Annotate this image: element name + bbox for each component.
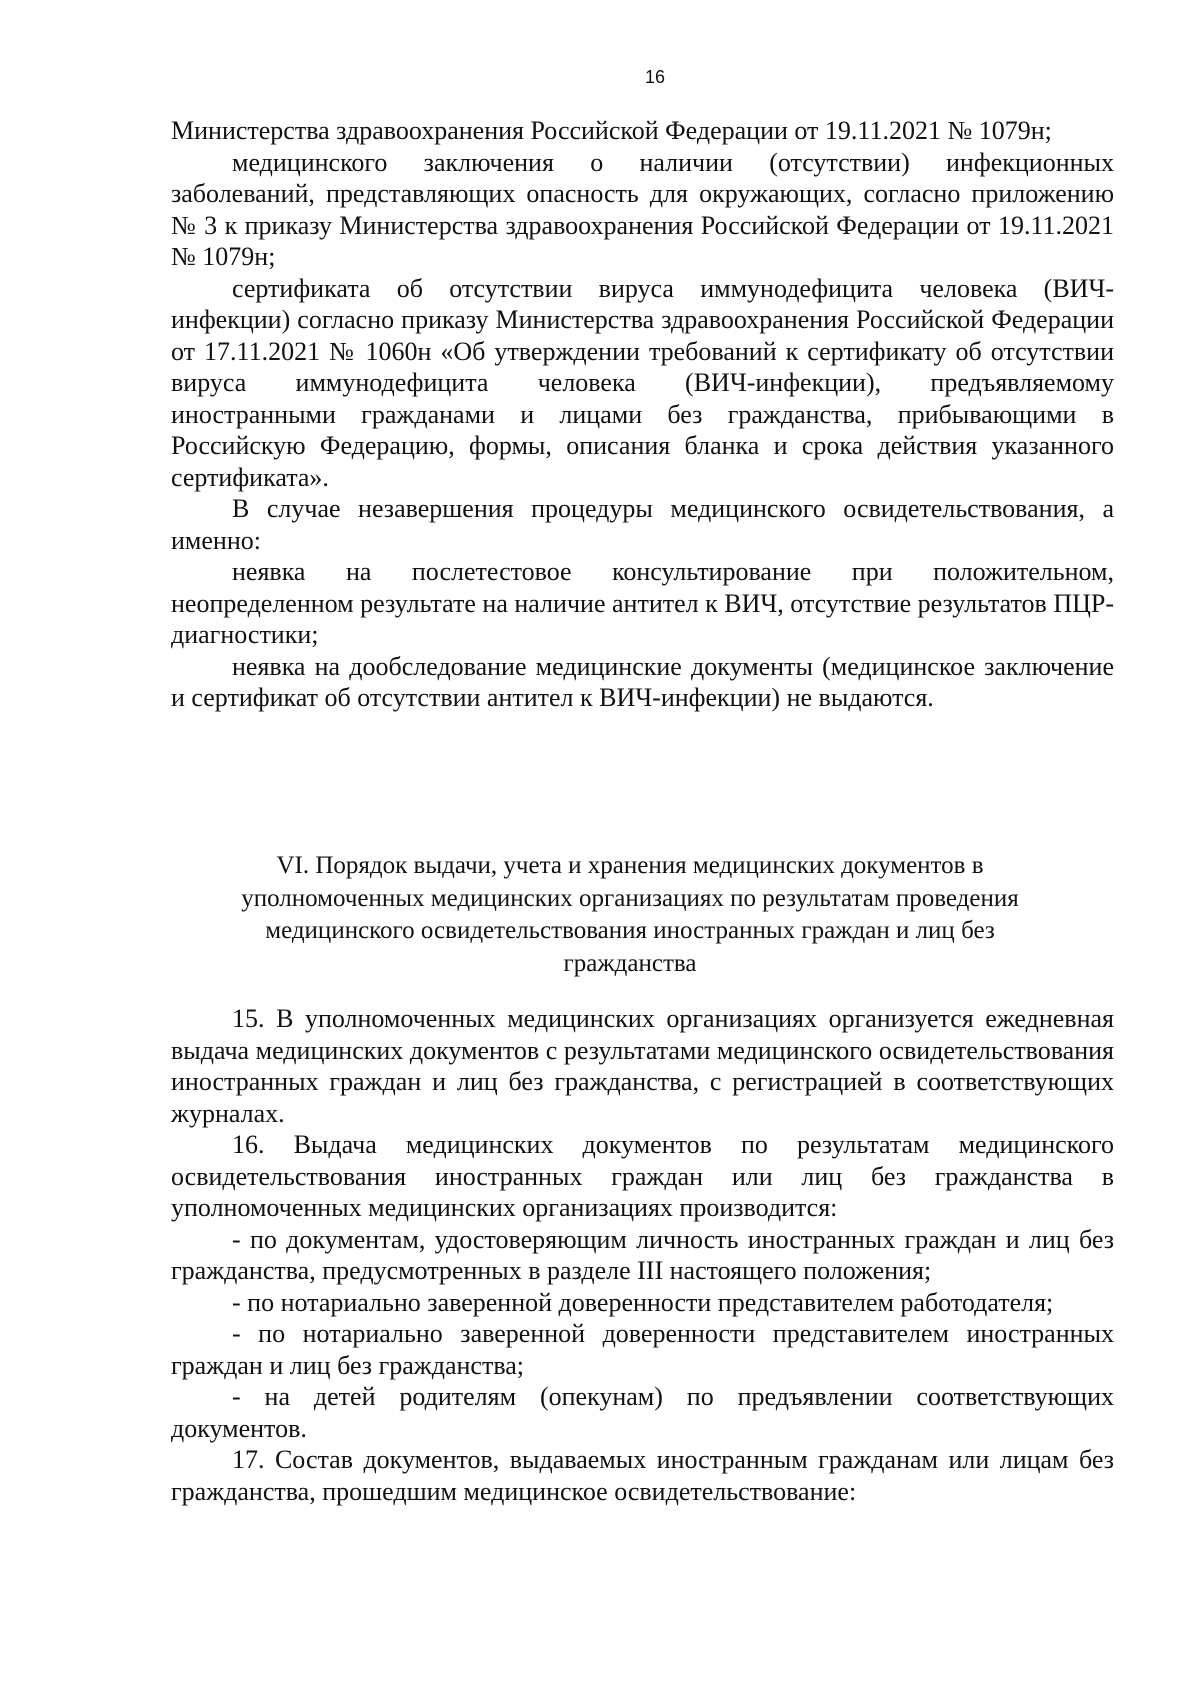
paragraph-item-17: 17. Состав документов, выдаваемых иностранным гражданам или лицам без гражданства, прошедшим медицинское освидетельствование: bbox=[171, 1445, 1114, 1506]
page-number: 16 bbox=[644, 67, 666, 87]
section-heading-line: VI. Порядок выдачи, учета и хранения медицинских документов в bbox=[276, 852, 984, 879]
section-heading-line: медицинского освидетельствования иностранных граждан и лиц без bbox=[265, 917, 995, 944]
section-heading bbox=[190, 850, 1070, 980]
section-heading-line: гражданства bbox=[563, 949, 697, 977]
text-block-bottom bbox=[171, 1003, 1114, 1507]
paragraph-item-16: 16. Выдача медицинских документов по результатам медицинского освидетельствования иностранных граждан или лиц без гражданства в уполномоченных медицинских организациях производится: bbox=[171, 1130, 1114, 1222]
list-item-identity-documents: - по документам, удостоверяющим личность иностранных граждан и лиц без гражданства, предусмотренных в разделе III настоящего положения; bbox=[171, 1224, 1114, 1285]
text-block-top bbox=[171, 115, 1114, 714]
section-heading-line: уполномоченных медицинских организациях по результатам проведения bbox=[241, 884, 1019, 912]
paragraph-item-15: 15. В уполномоченных медицинских организациях организуется ежедневная выдача медицинских документов с результатами медицинского освидетельствования иностранных граждан и лиц без гражданства, с регистрацией в соответствующих журналах. bbox=[171, 1004, 1114, 1128]
paragraph-no-show-consultation: неявка на послетестовое консультирование при положительном, неопределенном результате на наличие антител к ВИЧ, отсутствие результатов ПЦР-диагностики; bbox=[171, 557, 1114, 649]
list-item-citizen-proxy: - по нотариально заверенной доверенности представителем иностранных граждан и лиц без гражданства; bbox=[171, 1319, 1114, 1380]
paragraph-medical-conclusion: медицинского заключения о наличии (отсутствии) инфекционных заболеваний, представляющих опасность для окружающих, согласно приложению № 3 к приказу Министерства здравоохранения Российской Федерации от 19.11.2021 № 1079н; bbox=[171, 147, 1114, 271]
paragraph-hiv-certificate: сертификата об отсутствии вируса иммунодефицита человека (ВИЧ-инфекции) согласно приказу Министерства здравоохранения Российской Федерации от 17.11.2021 № 1060н «Об утверждении требований к сертификату об отсутствии вируса иммунодефицита человека (ВИЧ-инфекции), предъявляемому иностранными гражданами и лицами без гражданства, прибывающими в Российскую Федерацию, формы, описания бланка и срока действия указанного сертификата». bbox=[171, 273, 1114, 492]
list-item-children-guardians: - на детей родителям (опекунам) по предъявлении соответствующих документов. bbox=[171, 1382, 1114, 1443]
paragraph-no-show-examination: неявка на дообследование медицинские документы (медицинское заключение и сертификат об отсутствии антител к ВИЧ-инфекции) не выдаются. bbox=[171, 651, 1114, 712]
list-item-employer-proxy: - по нотариально заверенной доверенности представителем работодателя; bbox=[232, 1287, 1054, 1317]
paragraph-ministry-order-continuation: Министерства здравоохранения Российской Федерации от 19.11.2021 № 1079н; bbox=[171, 116, 1052, 145]
paragraph-incomplete-procedure: В случае незавершения процедуры медицинского освидетельствования, а именно: bbox=[171, 494, 1114, 555]
